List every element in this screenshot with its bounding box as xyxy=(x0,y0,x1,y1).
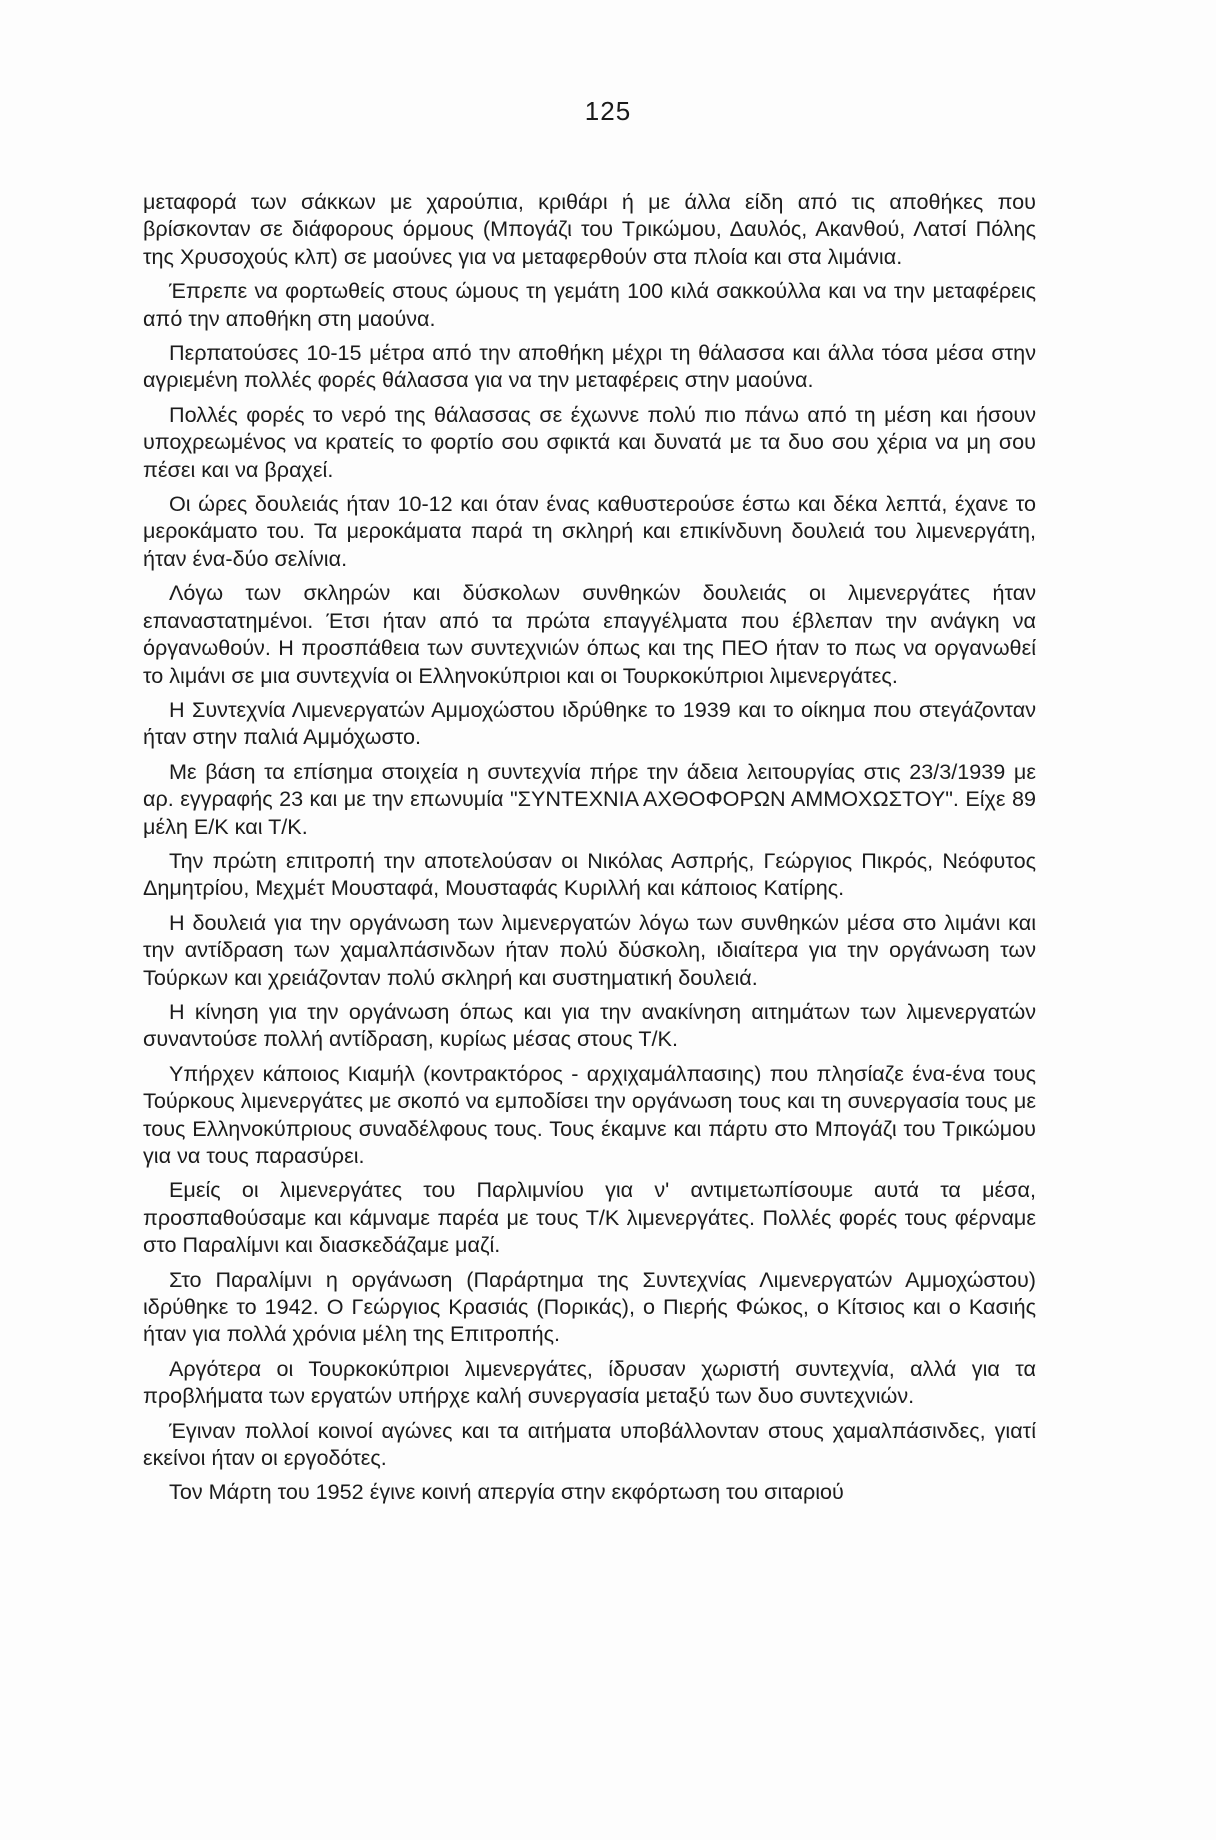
paragraph: Έπρεπε να φορτωθείς στους ώμους τη γεμάτη 100 κιλά σακκούλλα και να την μεταφέρεις από την αποθήκη στη μαούνα. xyxy=(143,278,1036,331)
paragraph: Πολλές φορές το νερό της θάλασσας σε έχωννε πολύ πιο πάνω από τη μέση και ήσουν υποχρεωμένος να κρατείς το φορτίο σου σφικτά και δυνατά με τα δυο σου χέρια να μη σου πέσει και να βραχεί. xyxy=(143,401,1036,482)
paragraph: Η Συντεχνία Λιμενεργατών Αμμοχώστου ιδρύθηκε το 1939 και το οίκημα που στεγάζονταν ήταν στην παλιά Αμμόχωστο. xyxy=(143,696,1036,750)
paragraph: Αργότερα οι Τουρκοκύπριοι λιμενεργάτες, ίδρυσαν χωριστή συντεχνία, αλλά για τα προβλήματα των εργατών υπήρχε καλή συνεργασία μεταξύ των δυο συντεχνιών. xyxy=(143,1355,1036,1409)
paragraph: Έγιναν πολλοί κοινοί αγώνες και τα αιτήματα υποβάλλονταν στους χαμαλπάσινδες, γιατί εκείνοι ήταν οι εργοδότες. xyxy=(143,1417,1036,1471)
paragraph: Λόγω των σκληρών και δύσκολων συνθηκών δουλειάς οι λιμενεργάτες ήταν επαναστατημένοι. Έτσι ήταν από τα πρώτα επαγγέλματα που έβλεπαν την ανάγκη να όργανωθούν. Η προσπάθεια των συντεχνιών όπως και της ΠΕΟ ήταν το πως να οργανωθεί το λιμάνι σε μια συντεχνία οι Ελληνοκύπριοι και οι Τουρκοκύπριοι λιμενεργάτες. xyxy=(143,580,1036,688)
paragraph: Περπατούσες 10-15 μέτρα από την αποθήκη μέχρι τη θάλασσα και άλλα τόσα μέσα στην αγριεμένη πολλές φορές θάλασσα για να την μεταφέρεις στην μαούνα. xyxy=(143,340,1036,393)
paragraph: μεταφορά των σάκκων με χαρούπια, κριθάρι ή με άλλα είδη από τις αποθήκες που βρίσκονταν σε διάφορους όρμους (Μπογάζι του Τρικώμου, Δαυλός, Ακανθού, Λατσί Πόλης της Χρυσοχούς κλπ) σε μαούνες για να μεταφερθούν στα πλοία και στα λιμάνια. xyxy=(143,189,1036,269)
paragraph: Υπήρχεν κάποιος Κιαμήλ (κοντρακτόρος - αρχιχαμάλπασιης) που πλησίαζε ένα-ένα τους Τούρκους λιμενεργάτες με σκοπό να εμποδίσει την οργάνωση τους και τη συνεργασία τους με τους Ελληνοκύπριους συναδέλφους τους. Τους έκαμνε και πάρτυ στο Μπογάζι του Τρικώμου για να τους παρασύρει. xyxy=(143,1060,1036,1168)
paragraph: Η δουλειά για την οργάνωση των λιμενεργατών λόγω των συνθηκών μέσα στο λιμάνι και την αντίδραση των χαμαλπάσινδων ήταν πολύ δύσκολη, ιδιαίτερα για την οργάνωση των Τούρκων και χρειάζονταν πολύ σκληρή και συστηματική δουλειά. xyxy=(143,909,1036,990)
paragraph: Τον Μάρτη του 1952 έγινε κοινή απεργία στην εκφόρτωση του σιταριού xyxy=(169,1479,844,1505)
paragraph: Οι ώρες δουλειάς ήταν 10-12 και όταν ένας καθυστερούσε έστω και δέκα λεπτά, έχανε το μεροκάματο του. Τα μεροκάματα παρά τη σκληρή και επικίνδυνη δουλειά του λιμενεργάτη, ήταν ένα-δύο σελίνια. xyxy=(143,491,1036,571)
paragraph: Στο Παραλίμνι η οργάνωση (Παράρτημα της Συντεχνίας Λιμενεργατών Αμμοχώστου) ιδρύθηκε το 1942. Ο Γεώργιος Κρασιάς (Πορικάς), ο Πιερής Φώκος, ο Κίτσιος και ο Κασιής ήταν για πολλά χρόνια μέλη της Επιτροπής. xyxy=(143,1266,1036,1347)
paragraph: Την πρώτη επιτροπή την αποτελούσαν οι Νικόλας Ασπρής, Γεώργιος Πικρός, Νεόφυτος Δημητρίου, Μεχμέτ Μουσταφά, Μουσταφάς Κυριλλή και κάποιος Κατίρης. xyxy=(143,847,1036,901)
paragraph: Η κίνηση για την οργάνωση όπως και για την ανακίνηση αιτημάτων των λιμενεργατών συναντούσε πολλή αντίδραση, κυρίως μέσας στους Τ/Κ. xyxy=(143,998,1036,1052)
paragraph: Με βάση τα επίσημα στοιχεία η συντεχνία πήρε την άδεια λειτουργίας στις 23/3/1939 με αρ. εγγραφής 23 και με την επωνυμία "ΣΥΝΤΕΧΝΙΑ ΑΧΘΟΦΟΡΩΝ ΑΜΜΟΧΩΣΤΟΥ". Είχε 89 μέλη Ε/Κ και Τ/Κ. xyxy=(143,758,1036,839)
body-text xyxy=(143,188,1036,1513)
page-number: 125 xyxy=(584,96,632,126)
paragraph: Εμείς οι λιμενεργάτες του Παρλιμνίου για ν' αντιμετωπίσουμε αυτά τα μέσα, προσπαθούσαμε και κάμναμε παρέα με τους Τ/Κ λιμενεργάτες. Πολλές φορές τους φέρναμε στο Παραλίμνι και διασκεδάζαμε μαζί. xyxy=(143,1177,1036,1258)
